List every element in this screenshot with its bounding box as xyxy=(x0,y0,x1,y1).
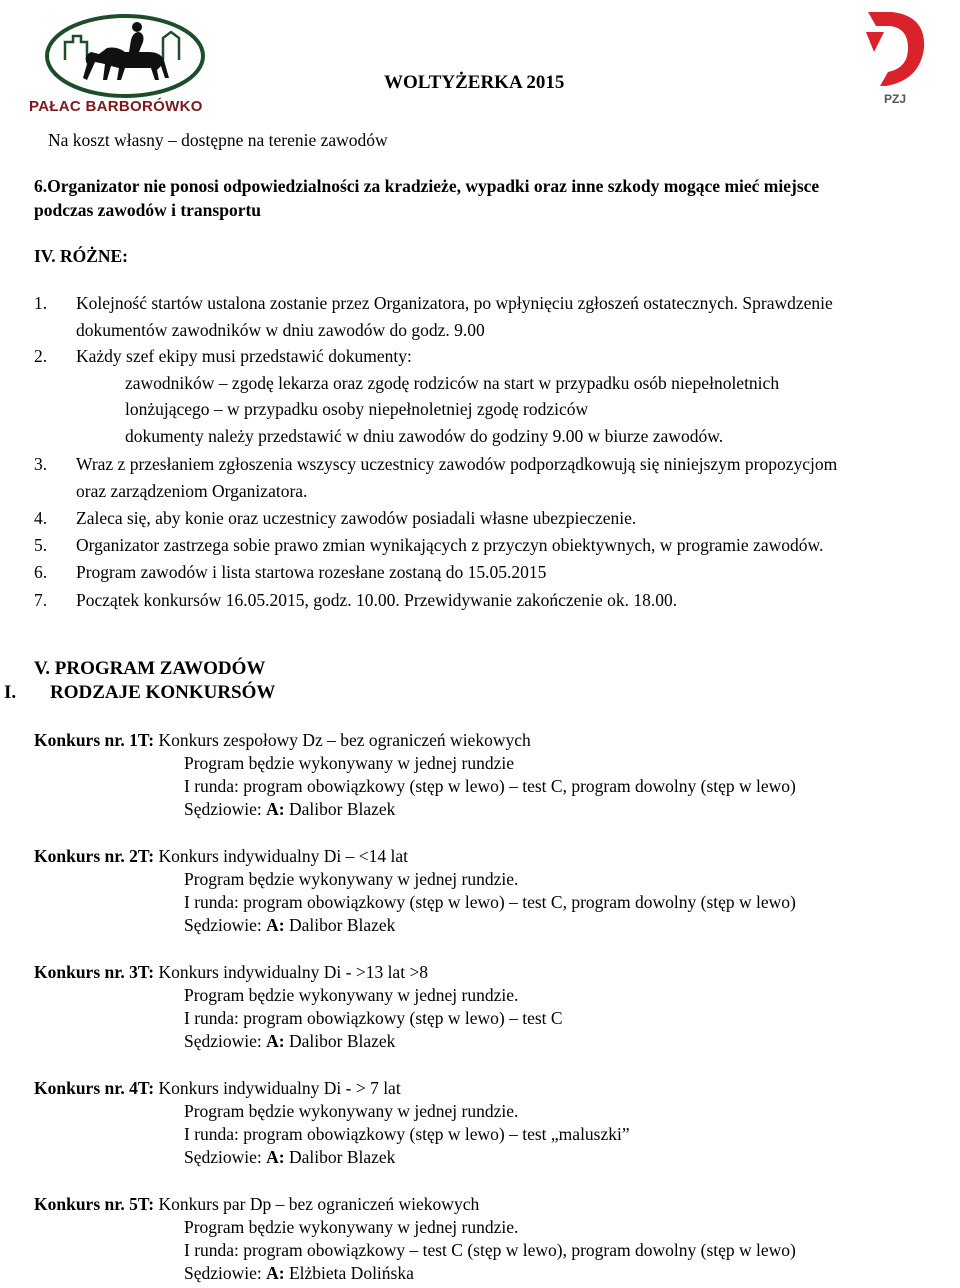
rozne-item-4-line1: Zaleca się, aby konie oraz uczestnicy zawodów posiadali własne ubezpieczenie. xyxy=(76,508,637,528)
rozne-item-6-line1: Program zawodów i lista startowa rozesłane zostaną do 15.05.2015 xyxy=(76,562,547,582)
judge-name: Dalibor Blazek xyxy=(288,799,396,819)
konkurs-2-line2: Program będzie wykonywany w jednej rundzie. xyxy=(184,869,519,889)
rozne-item-3-line2: oraz zarządzeniom Organizatora. xyxy=(76,481,308,501)
rozne-item-5-num: 5. xyxy=(34,535,48,555)
judge-name: Dalibor Blazek xyxy=(288,1031,396,1051)
palac-logo xyxy=(25,8,225,116)
rozne-item-7-line1: Początek konkursów 16.05.2015, godz. 10.00. Przewidywanie zakończenie ok. 18.00. xyxy=(76,590,678,610)
konkurs-title: Konkurs indywidualny Di – <14 lat xyxy=(158,846,408,866)
rozne-item-1-num: 1. xyxy=(34,293,48,313)
konkurs-4-line2: Program będzie wykonywany w jednej rundzie. xyxy=(184,1101,519,1121)
rozne-item-2-sub-1: zawodników – zgodę lekarza oraz zgodę rodziców na start w przypadku osób niepełnoletnich xyxy=(125,373,780,393)
konkurs-title: Konkurs par Dp – bez ograniczeń wiekowych xyxy=(158,1194,480,1214)
pzj-logo xyxy=(862,6,934,110)
rozne-item-4-num: 4. xyxy=(34,508,48,528)
judge-name: Dalibor Blazek xyxy=(288,915,396,935)
rozne-item-3-line1: Wraz z przesłaniem zgłoszenia wszyscy uczestnicy zawodów podporządkowują się niniejszym propozycjom xyxy=(76,454,838,474)
section6-line2: podczas zawodów i transportu xyxy=(34,200,262,220)
judge-role: A: xyxy=(266,1147,285,1167)
konkurs-1-line2: Program będzie wykonywany w jednej rundzie xyxy=(184,753,514,773)
konkurs-1-title-row xyxy=(34,730,531,751)
section6-line1: 6.Organizator nie ponosi odpowiedzialności za kradzieże, wypadki oraz inne szkody mogące mieć miejsce xyxy=(34,176,820,196)
konkurs-5-line3: I runda: program obowiązkowy – test C (stęp w lewo), program dowolny (stęp w lewo) xyxy=(184,1240,796,1260)
judge-role: A: xyxy=(266,915,285,935)
rozne-item-2-num: 2. xyxy=(34,346,48,366)
judge-role: A: xyxy=(266,1031,285,1051)
konkurs-title: Konkurs zespołowy Dz – bez ograniczeń wiekowych xyxy=(158,730,531,750)
konkurs-4-line3: I runda: program obowiązkowy (stęp w lewo) – test „maluszki” xyxy=(184,1124,630,1144)
konkurs-1-line3: I runda: program obowiązkowy (stęp w lewo) – test C, program dowolny (stęp w lewo) xyxy=(184,776,796,796)
logo-right-text: PZJ xyxy=(884,92,907,106)
horse-rider-logo-icon xyxy=(25,8,225,100)
konkurs-2-title-row xyxy=(34,846,408,867)
konkurs-2-judges xyxy=(184,915,395,936)
konkurs-5-judges xyxy=(184,1263,414,1284)
konkurs-label: Konkurs nr. 5T: xyxy=(34,1194,155,1214)
judge-name: Dalibor Blazek xyxy=(288,1147,396,1167)
rozne-item-3-num: 3. xyxy=(34,454,48,474)
konkurs-label: Konkurs nr. 1T: xyxy=(34,730,155,750)
rozne-item-7-num: 7. xyxy=(34,590,48,610)
rozne-item-5-line1: Organizator zastrzega sobie prawo zmian wynikających z przyczyn obiektywnych, w programie zawodów. xyxy=(76,535,824,555)
judges-label: Sędziowie: xyxy=(184,1147,262,1167)
rozne-item-2-line1: Każdy szef ekipy musi przedstawić dokumenty: xyxy=(76,346,412,366)
konkurs-title: Konkurs indywidualny Di - >13 lat >8 xyxy=(158,962,429,982)
rozne-item-2-sub-3: dokumenty należy przedstawić w dniu zawodów do godziny 9.00 w biurze zawodów. xyxy=(125,426,724,446)
document-title: WOLTYŻERKA 2015 xyxy=(384,72,565,93)
konkurs-4-title-row xyxy=(34,1078,401,1099)
rozne-item-2-sub-2: lonżującego – w przypadku osoby niepełnoletniej zgodę rodziców xyxy=(125,399,589,419)
logo-left-text: PAŁAC BARBORÓWKO xyxy=(29,98,203,115)
rozne-item-1-line1: Kolejność startów ustalona zostanie przez Organizatora, po wpłynięciu zgłoszeń ostatecznych. Sprawdzenie xyxy=(76,293,833,313)
rodzaje-heading: RODZAJE KONKURSÓW xyxy=(50,682,276,703)
konkurs-3-line3: I runda: program obowiązkowy (stęp w lewo) – test C xyxy=(184,1008,563,1028)
konkurs-3-line2: Program będzie wykonywany w jednej rundzie. xyxy=(184,985,519,1005)
judges-label: Sędziowie: xyxy=(184,1031,262,1051)
judge-role: A: xyxy=(266,1263,285,1283)
judges-label: Sędziowie: xyxy=(184,799,262,819)
rozne-item-6-num: 6. xyxy=(34,562,48,582)
judges-label: Sędziowie: xyxy=(184,1263,262,1283)
konkurs-1-judges xyxy=(184,799,395,820)
rozne-heading: IV. RÓŻNE: xyxy=(34,246,129,266)
konkurs-3-judges xyxy=(184,1031,395,1052)
intro-line: Na koszt własny – dostępne na terenie zawodów xyxy=(48,130,388,150)
konkurs-label: Konkurs nr. 4T: xyxy=(34,1078,155,1098)
judge-role: A: xyxy=(266,799,285,819)
konkurs-label: Konkurs nr. 3T: xyxy=(34,962,155,982)
konkurs-5-line2: Program będzie wykonywany w jednej rundzie. xyxy=(184,1217,519,1237)
judges-label: Sędziowie: xyxy=(184,915,262,935)
konkurs-5-title-row xyxy=(34,1194,479,1215)
konkurs-title: Konkurs indywidualny Di - > 7 lat xyxy=(158,1078,401,1098)
pzj-emblem-icon xyxy=(862,6,934,92)
konkurs-4-judges xyxy=(184,1147,395,1168)
judge-name: Elżbieta Dolińska xyxy=(288,1263,414,1283)
konkurs-label: Konkurs nr. 2T: xyxy=(34,846,155,866)
konkurs-2-line3: I runda: program obowiązkowy (stęp w lewo) – test C, program dowolny (stęp w lewo) xyxy=(184,892,796,912)
rodzaje-heading-num: I. xyxy=(4,682,17,703)
konkurs-3-title-row xyxy=(34,962,428,983)
program-heading: V. PROGRAM ZAWODÓW xyxy=(34,658,266,679)
rozne-item-1-line2: dokumentów zawodników w dniu zawodów do godz. 9.00 xyxy=(76,320,485,340)
